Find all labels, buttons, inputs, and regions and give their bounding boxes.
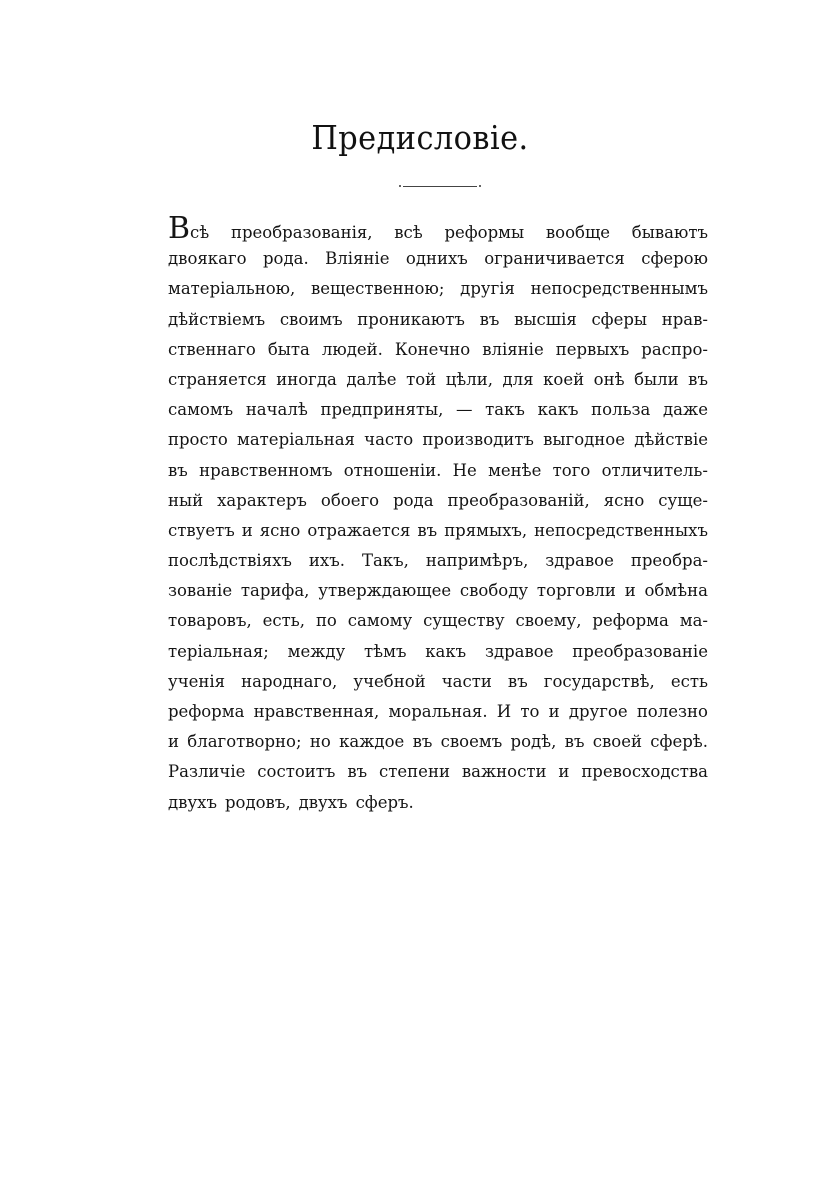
text-word: Всѣ: [168, 214, 209, 244]
text-line: [168, 244, 708, 274]
text-word: были: [634, 369, 679, 389]
text-line: [168, 365, 708, 395]
text-word: благотворно;: [187, 732, 302, 752]
text-word: быта: [267, 339, 310, 359]
text-word: иногда: [276, 369, 337, 389]
text-word: то: [520, 702, 540, 721]
text-word: тарифа,: [240, 581, 310, 601]
text-word: той: [406, 369, 437, 389]
text-word: бываютъ: [631, 223, 708, 242]
text-word: самомъ: [168, 400, 234, 420]
text-word: и: [624, 581, 636, 601]
text-line: [168, 757, 708, 787]
text-word: сферою: [641, 249, 708, 269]
text-word: двоякаго: [168, 249, 247, 269]
text-line: [168, 667, 708, 697]
text-word: въ: [688, 369, 708, 389]
text-word: и: [558, 762, 570, 782]
text-word: просто: [168, 430, 228, 450]
text-line: [168, 637, 708, 667]
text-word: обмѣна: [644, 581, 708, 601]
text-word: нравственномъ: [199, 460, 333, 480]
text-word: даже: [663, 400, 708, 420]
text-word: реформы: [444, 223, 525, 242]
preface-text: [168, 214, 708, 818]
text-word: своимъ: [279, 309, 343, 329]
text-word: часто: [364, 430, 414, 450]
text-word: существу: [423, 611, 505, 631]
text-line: [168, 788, 708, 818]
text-word: далѣе: [346, 369, 397, 389]
text-word: какъ: [425, 641, 467, 661]
text-word: своей: [592, 732, 642, 752]
text-word: проникаютъ: [357, 309, 465, 329]
text-word: своему,: [515, 611, 582, 631]
text-word: товаровъ,: [168, 611, 252, 631]
text-word: свободу: [459, 581, 529, 601]
text-word: Не: [452, 460, 477, 480]
text-word: нрав-: [661, 309, 708, 329]
text-word: сферъ.: [355, 792, 414, 812]
text-word: моральная.: [388, 702, 488, 721]
text-word: торговли: [536, 581, 616, 601]
text-word: вліяніе: [482, 339, 544, 359]
text-word: въ: [507, 671, 528, 691]
text-word: въ: [412, 732, 433, 752]
text-word: всѣ: [394, 223, 423, 242]
title-divider: [403, 186, 477, 187]
text-word: дѣйствіемъ: [168, 309, 266, 329]
text-word: ный: [168, 490, 204, 510]
text-word: менѣе: [488, 460, 542, 480]
text-line: [168, 727, 708, 757]
text-word: ясно: [603, 490, 645, 510]
text-line: [168, 305, 708, 335]
text-line: [168, 425, 708, 455]
text-word: ограничивается: [484, 249, 625, 269]
text-word: родовъ,: [224, 792, 291, 812]
text-word: прямыхъ,: [444, 520, 528, 540]
text-word: въ: [347, 762, 368, 782]
text-word: характеръ: [217, 490, 307, 510]
text-word: Конечно: [394, 339, 471, 359]
drop-cap: В: [168, 214, 191, 245]
text-line: [168, 335, 708, 365]
text-word: первыхъ: [555, 339, 630, 359]
text-word: ма-: [679, 611, 708, 631]
text-word: матеріальною,: [168, 279, 296, 299]
text-word: суще-: [658, 490, 708, 510]
text-word: ясно: [259, 520, 301, 540]
text-word: теріальная;: [168, 641, 269, 661]
text-word: въ: [479, 309, 500, 329]
text-word: но: [309, 732, 331, 752]
text-word: дѣйствіе: [634, 430, 708, 450]
text-word: послѣдствіяхъ: [168, 551, 292, 571]
text-word: распро-: [641, 339, 708, 359]
text-word: высшія: [514, 309, 577, 329]
text-word: преобразованій,: [447, 490, 590, 510]
text-word: —: [456, 400, 473, 420]
text-word: того: [552, 460, 591, 480]
text-word: каждое: [339, 732, 405, 752]
text-word: и: [168, 732, 179, 752]
text-word: онѣ: [593, 369, 625, 389]
page-title: Предисловіе.: [311, 118, 529, 157]
text-word: родѣ,: [510, 732, 557, 752]
text-word: части: [441, 671, 492, 691]
text-word: отношеніи.: [343, 460, 442, 480]
text-word: народнаго,: [241, 671, 338, 691]
text-word: матеріальная: [237, 430, 355, 450]
text-word: важности: [461, 762, 547, 782]
text-word: отражается: [307, 520, 411, 540]
text-word: ствуетъ: [168, 520, 235, 540]
text-word: вещественною;: [310, 279, 445, 299]
text-word: въ: [168, 460, 188, 480]
text-line: [168, 516, 708, 546]
text-line: [168, 456, 708, 486]
text-line: [168, 697, 708, 727]
text-word: какъ: [537, 400, 579, 420]
text-line: [168, 395, 708, 425]
text-word: страняется: [168, 369, 267, 389]
text-word: другое: [568, 702, 628, 721]
text-word: между: [287, 641, 346, 661]
text-word: самому: [347, 611, 413, 631]
text-word: непосредственнымъ: [530, 279, 708, 299]
text-word: тѣмъ: [364, 641, 407, 661]
text-word: въ: [564, 732, 585, 752]
text-word: Вліяніе: [325, 249, 390, 269]
text-word: Различіе: [168, 762, 246, 782]
text-word: непосредственныхъ: [534, 520, 708, 540]
text-word: Такъ,: [361, 551, 409, 571]
text-word: для: [502, 369, 534, 389]
text-word: преобразованія,: [230, 223, 373, 242]
text-line: [168, 546, 708, 576]
text-word: ственнаго: [168, 339, 256, 359]
text-line: [168, 214, 708, 244]
text-word: отличитель-: [601, 460, 708, 480]
text-word: сферѣ.: [650, 732, 708, 752]
text-word: реформа: [592, 611, 669, 631]
text-line: [168, 274, 708, 304]
text-word: людей.: [321, 339, 383, 359]
text-word: ученія: [168, 671, 226, 691]
text-word: И: [496, 702, 512, 721]
text-word: превосходства: [581, 762, 708, 782]
text-word: предприняты,: [320, 400, 444, 420]
text-word: вообще: [545, 223, 611, 242]
text-line: [168, 486, 708, 516]
text-word: въ: [417, 520, 438, 540]
text-word: коей: [543, 369, 585, 389]
text-word: цѣли,: [445, 369, 493, 389]
text-word: и: [241, 520, 253, 540]
text-word: преобра-: [630, 551, 708, 571]
text-word: нравственная,: [253, 702, 380, 721]
text-word: государствѣ,: [543, 671, 655, 691]
text-word: есть: [670, 671, 708, 691]
text-word: однихъ: [405, 249, 468, 269]
text-word: зованіе: [168, 581, 233, 601]
text-word: двухъ: [168, 792, 217, 812]
text-word: напримѣръ,: [425, 551, 529, 571]
divider-dot-left: [399, 185, 401, 187]
text-word: состоитъ: [257, 762, 336, 782]
text-line: [168, 576, 708, 606]
text-word: ихъ.: [308, 551, 345, 571]
text-word: своемъ: [440, 732, 503, 752]
text-word: обоего: [320, 490, 380, 510]
text-word: преобразованіе: [572, 641, 708, 661]
text-word: производитъ: [422, 430, 534, 450]
text-word: двухъ: [298, 792, 348, 812]
text-word: рода: [393, 490, 434, 510]
text-line: [168, 606, 708, 636]
text-word: выгодное: [543, 430, 625, 450]
text-word: полезно: [636, 702, 708, 721]
text-word: степени: [379, 762, 450, 782]
text-word: по: [315, 611, 337, 631]
text-word: такъ: [485, 400, 525, 420]
text-word: и: [548, 702, 560, 721]
text-word: есть,: [262, 611, 306, 631]
text-word: началѣ: [245, 400, 308, 420]
text-word: сферы: [591, 309, 648, 329]
text-word: учебной: [353, 671, 426, 691]
text-word: рода.: [262, 249, 309, 269]
text-word: здравое: [484, 641, 554, 661]
text-word: польза: [591, 400, 651, 420]
text-word: утверждающее: [318, 581, 452, 601]
text-word: другія: [460, 279, 515, 299]
text-word: реформа: [168, 702, 245, 721]
text-word: здравое: [545, 551, 614, 571]
divider-dot-right: [479, 185, 481, 187]
